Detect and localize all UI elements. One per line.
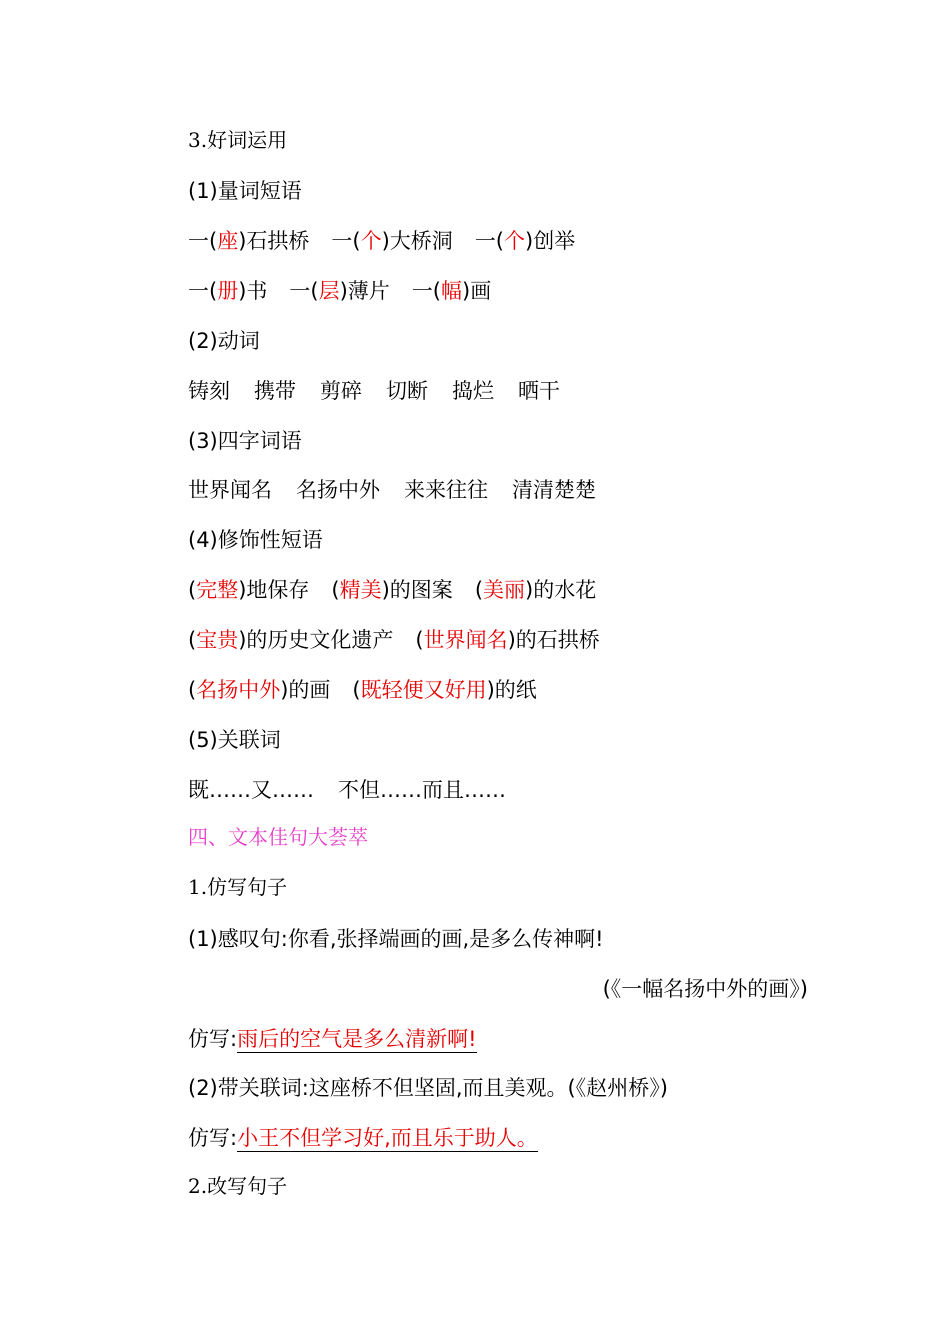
answer-text: 层 [318,279,340,303]
answer-text: 世界闻名 [423,628,508,652]
word: 捣烂 [452,379,494,403]
measure-words-row-2 [188,276,491,306]
answer-text: 册 [217,279,239,303]
answer-text: 完整 [196,578,239,602]
phrase: (名扬中外)的画 [188,678,331,702]
good-words-heading: 3.好词运用 [188,128,288,152]
word: 世界闻名 [188,478,272,502]
answer-text: 既轻便又好用 [360,678,487,702]
imitation-label: 仿写: [188,1027,238,1051]
imitation-label: 仿写: [188,1126,238,1150]
example-2-sentence: (2)带关联词:这座桥不但坚固,而且美观。(《赵州桥》) [188,1076,668,1100]
phrase: (精美)的图案 [331,578,453,602]
answer-text: 座 [217,229,239,253]
example-1-sentence: (1)感叹句:你看,张择端画的画,是多么传神啊! [188,927,604,951]
word: 名扬中外 [296,478,380,502]
phrase: 一(座)石拱桥 [188,229,310,253]
conjunctions-subheading: (5)关联词 [188,728,281,752]
phrase: 一(幅)画 [411,279,492,303]
answer-text: 名扬中外 [196,678,281,702]
imitation-answer: 小王不但学习好,而且乐于助人。 [237,1126,538,1150]
phrase: (完整)地保存 [188,578,310,602]
modifier-row-1 [188,575,596,605]
modifier-subheading: (4)修饰性短语 [188,528,323,552]
word: 不但……而且…… [338,778,506,802]
phrase: (宝贵)的历史文化遗产 [188,628,394,652]
verbs-row [188,376,560,406]
measure-words-subheading: (1)量词短语 [188,179,302,203]
phrase: 一(层)薄片 [289,279,390,303]
word: 清清楚楚 [512,478,596,502]
answer-text: 精美 [339,578,382,602]
phrase: (世界闻名)的石拱桥 [415,628,600,652]
answer-text: 个 [504,229,526,253]
word: 晒干 [518,379,560,403]
answer-text: 幅 [441,279,463,303]
rewrite-heading: 2.改写句子 [188,1174,288,1198]
phrase: 一(个)创举 [474,229,576,253]
word: 既……又…… [188,778,314,802]
conjunctions-row [188,775,506,805]
modifier-row-2 [188,625,600,655]
example-1-imitation [188,1024,477,1054]
verbs-subheading: (2)动词 [188,329,260,353]
imitation-answer: 雨后的空气是多么清新啊! [237,1027,477,1051]
word: 携带 [254,379,296,403]
word: 来来往往 [404,478,488,502]
phrase: 一(册)书 [188,279,268,303]
answer-text: 美丽 [483,578,526,602]
answer-text: 宝贵 [196,628,239,652]
word: 铸刻 [188,379,230,403]
word: 剪碎 [320,379,362,403]
answer-text: 个 [360,229,382,253]
example-2-imitation [188,1123,538,1153]
section-four-heading: 四、文本佳句大荟萃 [188,825,368,849]
four-char-row [188,475,596,505]
modifier-row-3 [188,675,537,705]
phrase: 一(个)大桥洞 [331,229,453,253]
example-1-source: (《一幅名扬中外的画》) [602,977,808,1001]
word: 切断 [386,379,428,403]
phrase: (既轻便又好用)的纸 [352,678,537,702]
phrase: (美丽)的水花 [474,578,597,602]
imitate-heading: 1.仿写句子 [188,875,288,899]
four-char-subheading: (3)四字词语 [188,429,302,453]
measure-words-row-1 [188,226,575,256]
